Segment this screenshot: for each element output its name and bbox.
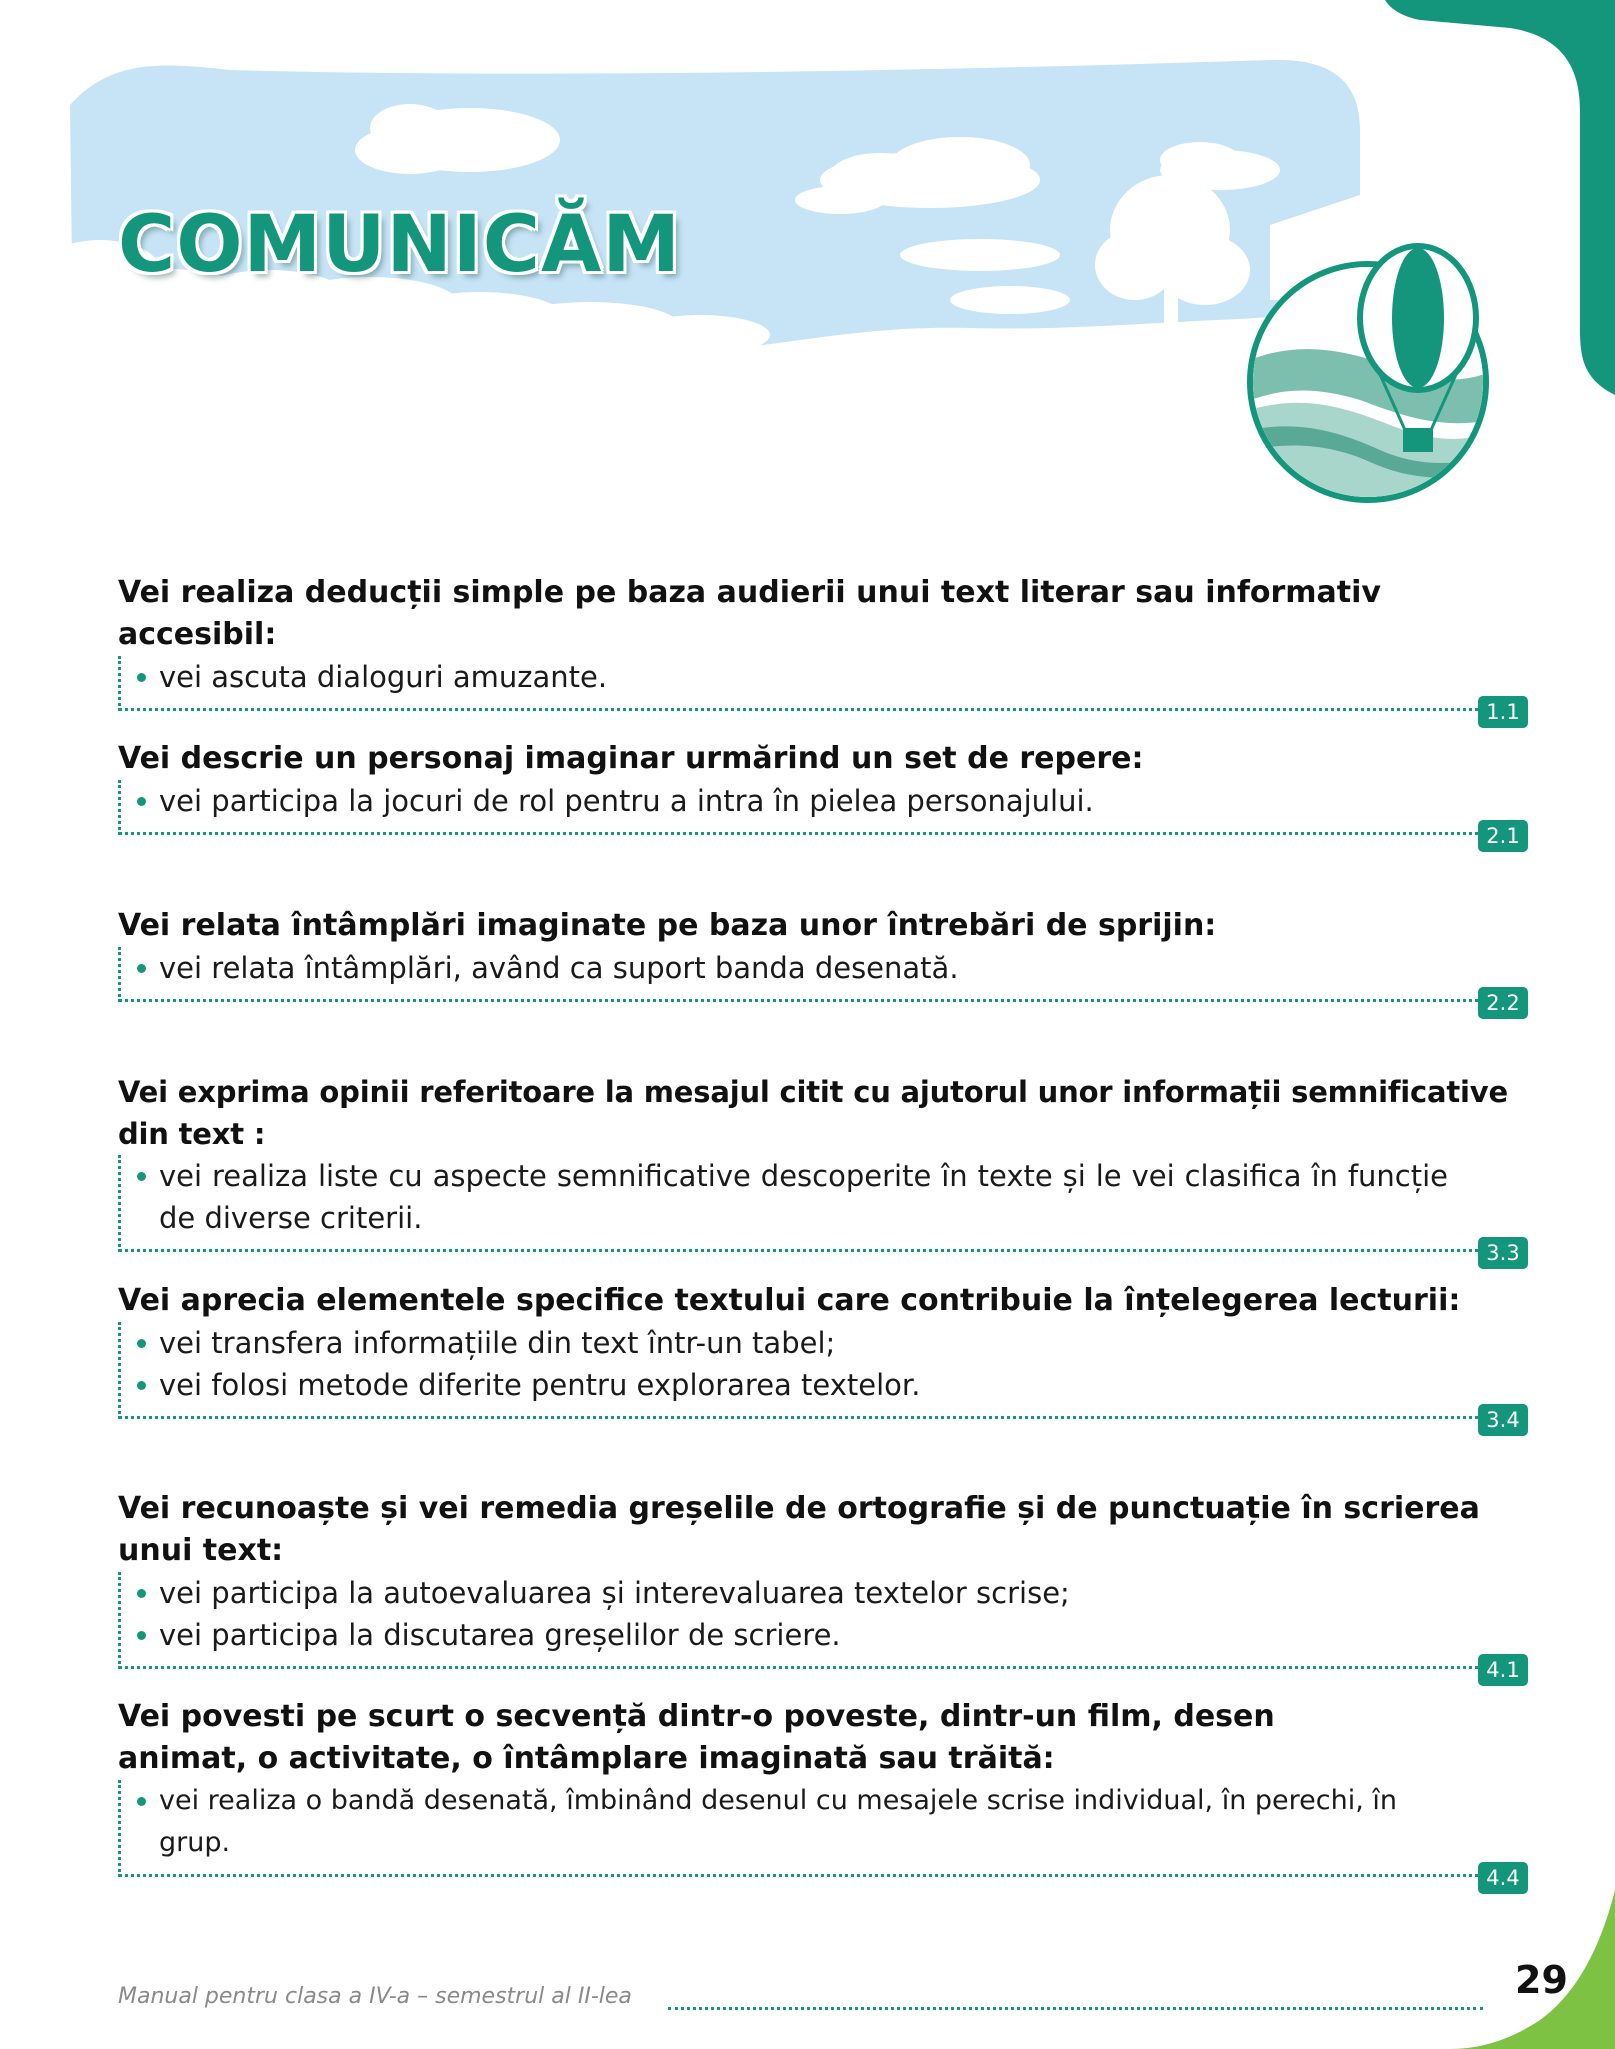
bullet-item: vei transfera informațiile din text într-un tabel; [135, 1322, 1378, 1364]
objective-1-1 [118, 572, 1528, 724]
competence-badge: 1.1 [1478, 696, 1528, 728]
competence-badge: 4.1 [1478, 1654, 1528, 1686]
bullet-item: vei realiza o bandă desenată, îmbinând desenul cu mesajele scrise individual, în perechi, în grup. [135, 1780, 1458, 1864]
bullet-item: vei folosi metode diferite pentru explorarea textelor. [135, 1364, 1378, 1406]
competence-badge: 2.2 [1478, 987, 1528, 1019]
competence-badge: 3.4 [1478, 1404, 1528, 1436]
competence-badge: 3.3 [1478, 1237, 1528, 1269]
page-number: 29 [1515, 1958, 1568, 2002]
objective-heading: Vei recunoaște și vei remedia greșelile de ortografie și de punctuație în scrierea unui text: [118, 1491, 1480, 1568]
objective-details [118, 1155, 1528, 1265]
objective-3-3 [118, 1071, 1528, 1265]
objective-details [118, 1780, 1528, 1890]
objective-3-4 [118, 1280, 1528, 1432]
bullet-item: vei participa la autoevaluarea și interevaluarea textelor scrise; [135, 1572, 1378, 1614]
bullet-item: vei participa la discutarea greșelilor de scriere. [135, 1614, 1378, 1656]
objective-details [118, 656, 1528, 724]
objective-details [118, 780, 1528, 848]
objective-heading: Vei relata întâmplări imaginate pe baza unor întrebări de sprijin: [118, 908, 1217, 943]
page-title: COMUNICĂM [118, 200, 682, 291]
objective-2-2 [118, 905, 1528, 1015]
objective-heading: Vei realiza deducții simple pe baza audierii unui text literar sau informativ accesibil: [118, 575, 1381, 652]
competence-badge: 2.1 [1478, 820, 1528, 852]
objective-heading: Vei exprima opinii referitoare la mesajul citit cu ajutorul unor informații semnificative din text : [118, 1075, 1508, 1151]
objective-details [118, 1572, 1528, 1682]
bullet-item: vei relata întâmplări, având ca suport banda desenată. [135, 947, 1378, 989]
objective-4-4 [118, 1696, 1528, 1890]
bullet-item: vei participa la jocuri de rol pentru a intra în pielea personajului. [135, 780, 1378, 822]
bullet-item: vei realiza liste cu aspecte semnificative descoperite în texte și le vei clasifica în funcție de diverse criterii. [135, 1155, 1508, 1239]
competence-badge: 4.4 [1478, 1862, 1528, 1894]
objective-4-1 [118, 1488, 1528, 1682]
objective-heading: Vei aprecia elementele specifice textului care contribuie la înțelegerea lecturii: [118, 1283, 1461, 1318]
objective-heading: Vei descrie un personaj imaginar urmărind un set de repere: [118, 741, 1144, 776]
bullet-item: vei ascuta dialoguri amuzante. [135, 656, 1378, 698]
objective-details [118, 947, 1528, 1015]
footer-text: Manual pentru clasa a IV-a – semestrul al II-lea [118, 1984, 632, 2009]
objective-2-1 [118, 738, 1528, 848]
footer-divider [668, 2007, 1483, 2010]
objective-heading: Vei povesti pe scurt o secvență dintr-o poveste, dintr-un film, desen animat, o activitate, o întâmplare imaginată sau trăită: [118, 1699, 1275, 1776]
objective-details [118, 1322, 1528, 1432]
